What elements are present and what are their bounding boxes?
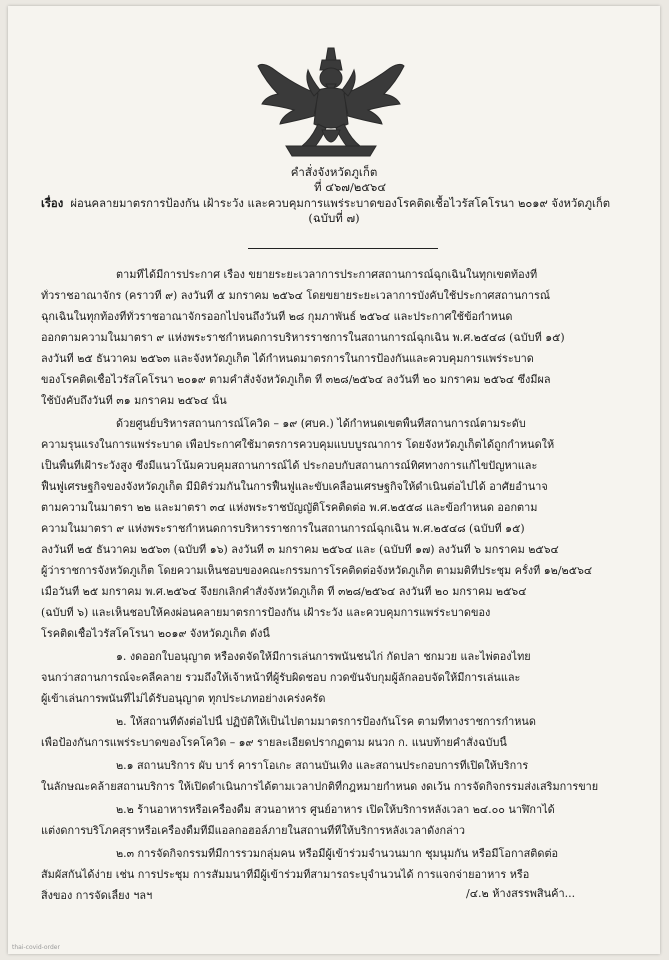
body-line: ๒.๒ ร้านอาหารหรือเครื่องดื่ม สวนอาหาร ศูนย์อาหาร เปิดให้บริการหลังเวลา ๒๔.๐๐ นาฬิกาได้: [116, 803, 555, 816]
body-line: ความในมาตรา ๙ แห่งพระราชกำหนดการบริหารราชการในสถานการณ์ฉุกเฉิน พ.ศ.๒๕๔๘ (ฉบับที่ ๑๕): [41, 522, 525, 535]
body-line: จนกว่าสถานการณ์จะคลี่คลาย รวมถึงให้เจ้าหน้าที่ผู้รับผิดชอบ กวดขันจับกุมผู้ลักลอบจัดให้มีการเล่นและ: [41, 671, 521, 684]
document-page: [8, 6, 660, 954]
body-line: สิ่งของ การจัดเลี้ยง ฯลฯ: [41, 889, 153, 902]
body-line: ฟื้นฟูเศรษฐกิจของจังหวัดภูเก็ต มีมิติร่วมกันในการฟื้นฟูและขับเคลื่อนเศรษฐกิจให้ดำเนินต่อไปได้ อาศัยอำนาจ: [41, 480, 548, 493]
garuda-emblem-icon: [256, 46, 406, 158]
body-line: เป็นพื้นที่เฝ้าระวังสูง ซึ่งมีแนวโน้มควบคุมสถานการณ์ได้ ประกอบกับสถานการณ์ทิศทางการแก้ไขปัญหาและ: [41, 459, 538, 472]
issuer-title: คำสั่งจังหวัดภูเก็ต: [290, 165, 378, 179]
subject-label: เรื่อง: [41, 196, 64, 210]
body-line: ฉุกเฉินในทุกท้องที่ทั่วราชอาณาจักรออกไปจนถึงวันที่ ๒๘ กุมภาพันธ์ ๒๕๖๔ และประกาศใช้ข้อกำหนด: [41, 310, 513, 323]
body-line: โรคติดเชื้อไวรัสโคโรนา ๒๐๑๙ จังหวัดภูเก็ต ดังนี้: [41, 627, 270, 640]
body-line: ตามที่ได้มีการประกาศ เรื่อง ขยายระยะเวลาการประกาศสถานการณ์ฉุกเฉินในทุกเขตท้องที่: [116, 268, 538, 281]
body-line: ใช้บังคับถึงวันที่ ๓๑ มกราคม ๒๕๖๔ นั้น: [41, 394, 227, 407]
body-line: แต่งดการบริโภคสุราหรือเครื่องดื่มที่มีแอลกอฮอล์ภายในสถานที่ที่ให้บริการหลังเวลาดังกล่าว: [41, 824, 465, 837]
body-line: (ฉบับที่ ๖) และเห็นชอบให้คงผ่อนคลายมาตรการป้องกัน เฝ้าระวัง และควบคุมการแพร่ระบาดของ: [41, 606, 491, 619]
body-line: ๒.๑ สถานบริการ ผับ บาร์ คาราโอเกะ สถานบันเทิง และสถานประกอบการที่เปิดให้บริการ: [116, 759, 529, 772]
body-line: ในลักษณะคล้ายสถานบริการ ให้เปิดดำเนินการได้ตามเวลาปกติที่กฎหมายกำหนด งดเว้น การจัดกิจกรรมส่งเสริมการขาย: [41, 780, 599, 793]
body-line: ตามความในมาตรา ๒๒ และมาตรา ๓๔ แห่งพระราชบัญญัติโรคติดต่อ พ.ศ.๒๕๕๘ และข้อกำหนด ออกตาม: [41, 501, 538, 514]
body-line: ๒.๓ การจัดกิจกรรมที่มีการรวมกลุ่มคน หรือมีผู้เข้าร่วมจำนวนมาก ชุมนุมกัน หรือมีโอกาสติดต่อ: [116, 847, 559, 860]
body-line: ทั่วราชอาณาจักร (คราวที่ ๙) ลงวันที่ ๕ มกราคม ๒๕๖๔ โดยขยายระยะเวลาการบังคับใช้ประกาศสถานการณ์: [41, 289, 550, 302]
body-line: เมื่อวันที่ ๒๕ มกราคม พ.ศ.๒๕๖๔ จึงยกเลิกคำสั่งจังหวัดภูเก็ต ที่ ๓๒๘/๒๕๖๔ ลงวันที่ ๒๐ มกราคม ๒๕๖๔: [41, 585, 527, 598]
body-line: ออกตามความในมาตรา ๙ แห่งพระราชกำหนดการบริหารราชการในสถานการณ์ฉุกเฉิน พ.ศ.๒๕๔๘ (ฉบับที่ ๑๕): [41, 331, 565, 344]
body-line: เพื่อป้องกันการแพร่ระบาดของโรคโควิด – ๑๙ รายละเอียดปรากฏตาม ผนวก ก. แนบท้ายคำสั่งฉบับนี้: [41, 736, 507, 749]
body-line: ลงวันที่ ๒๕ ธันวาคม ๒๕๖๓ (ฉบับที่ ๑๖) ลงวันที่ ๓ มกราคม ๒๕๖๔ และ (ฉบับที่ ๑๗) ลงวันที่ ๖ มกราคม ๒๕๖๔: [41, 543, 559, 556]
body-line: สัมผัสกันได้ง่าย เช่น การประชุม การสัมมนาที่มีผู้เข้าร่วมที่สามารถระบุจำนวนได้ การแจกจ่ายอาหาร หรือ: [41, 868, 530, 881]
continuation-note: /๔.๒ ห้างสรรพสินค้า...: [466, 887, 576, 900]
divider: [248, 248, 438, 249]
watermark-text: thai-covid-order: [12, 944, 60, 951]
body-line: ด้วยศูนย์บริหารสถานการณ์โควิด – ๑๙ (ศบค.) ได้กำหนดเขตพื้นที่สถานการณ์ตามระดับ: [116, 417, 526, 430]
body-line: ผู้ว่าราชการจังหวัดภูเก็ต โดยความเห็นชอบของคณะกรรมการโรคติดต่อจังหวัดภูเก็ต ตามมติที่ประชุม ครั้งที่ ๑๒/๒๕๖๔: [41, 564, 593, 577]
order-number: ที่ ๔๖๗/๒๕๖๔: [314, 180, 387, 194]
body-line: ๑. งดออกใบอนุญาต หรืองดจัดให้มีการเล่นการพนันชนไก่ กัดปลา ชกมวย และไพ่ตองไทย: [116, 650, 531, 663]
edition-number: (ฉบับที่ ๗): [308, 211, 360, 225]
body-line: ๒. ให้สถานที่ดังต่อไปนี้ ปฏิบัติให้เป็นไปตามมาตรการป้องกันโรค ตามที่ทางราชการกำหนด: [116, 715, 536, 728]
body-line: ลงวันที่ ๒๕ ธันวาคม ๒๕๖๓ และจังหวัดภูเก็ต ได้กำหนดมาตรการในการป้องกันและควบคุมการแพร่ระบาด: [41, 352, 534, 365]
body-line: ของโรคติดเชื้อไวรัสโคโรนา ๒๐๑๙ ตามคำสั่งจังหวัดภูเก็ต ที่ ๓๒๘/๒๕๖๔ ลงวันที่ ๒๐ มกราคม ๒๕๖๔ ซึ่งมีผล: [41, 373, 551, 386]
body-line: ผู้เข้าเล่นการพนันที่ไม่ได้รับอนุญาต ทุกประเภทอย่างเคร่งครัด: [41, 692, 326, 705]
body-line: ความรุนแรงในการแพร่ระบาด เพื่อประกาศใช้มาตรการควบคุมแบบบูรณาการ โดยจังหวัดภูเก็ตได้ถูกกำหนดให้: [41, 438, 555, 451]
subject-text: ผ่อนคลายมาตรการป้องกัน เฝ้าระวัง และควบคุมการแพร่ระบาดของโรคติดเชื้อไวรัสโคโรนา ๒๐๑๙ จังหวัดภูเก็ต: [70, 197, 611, 210]
